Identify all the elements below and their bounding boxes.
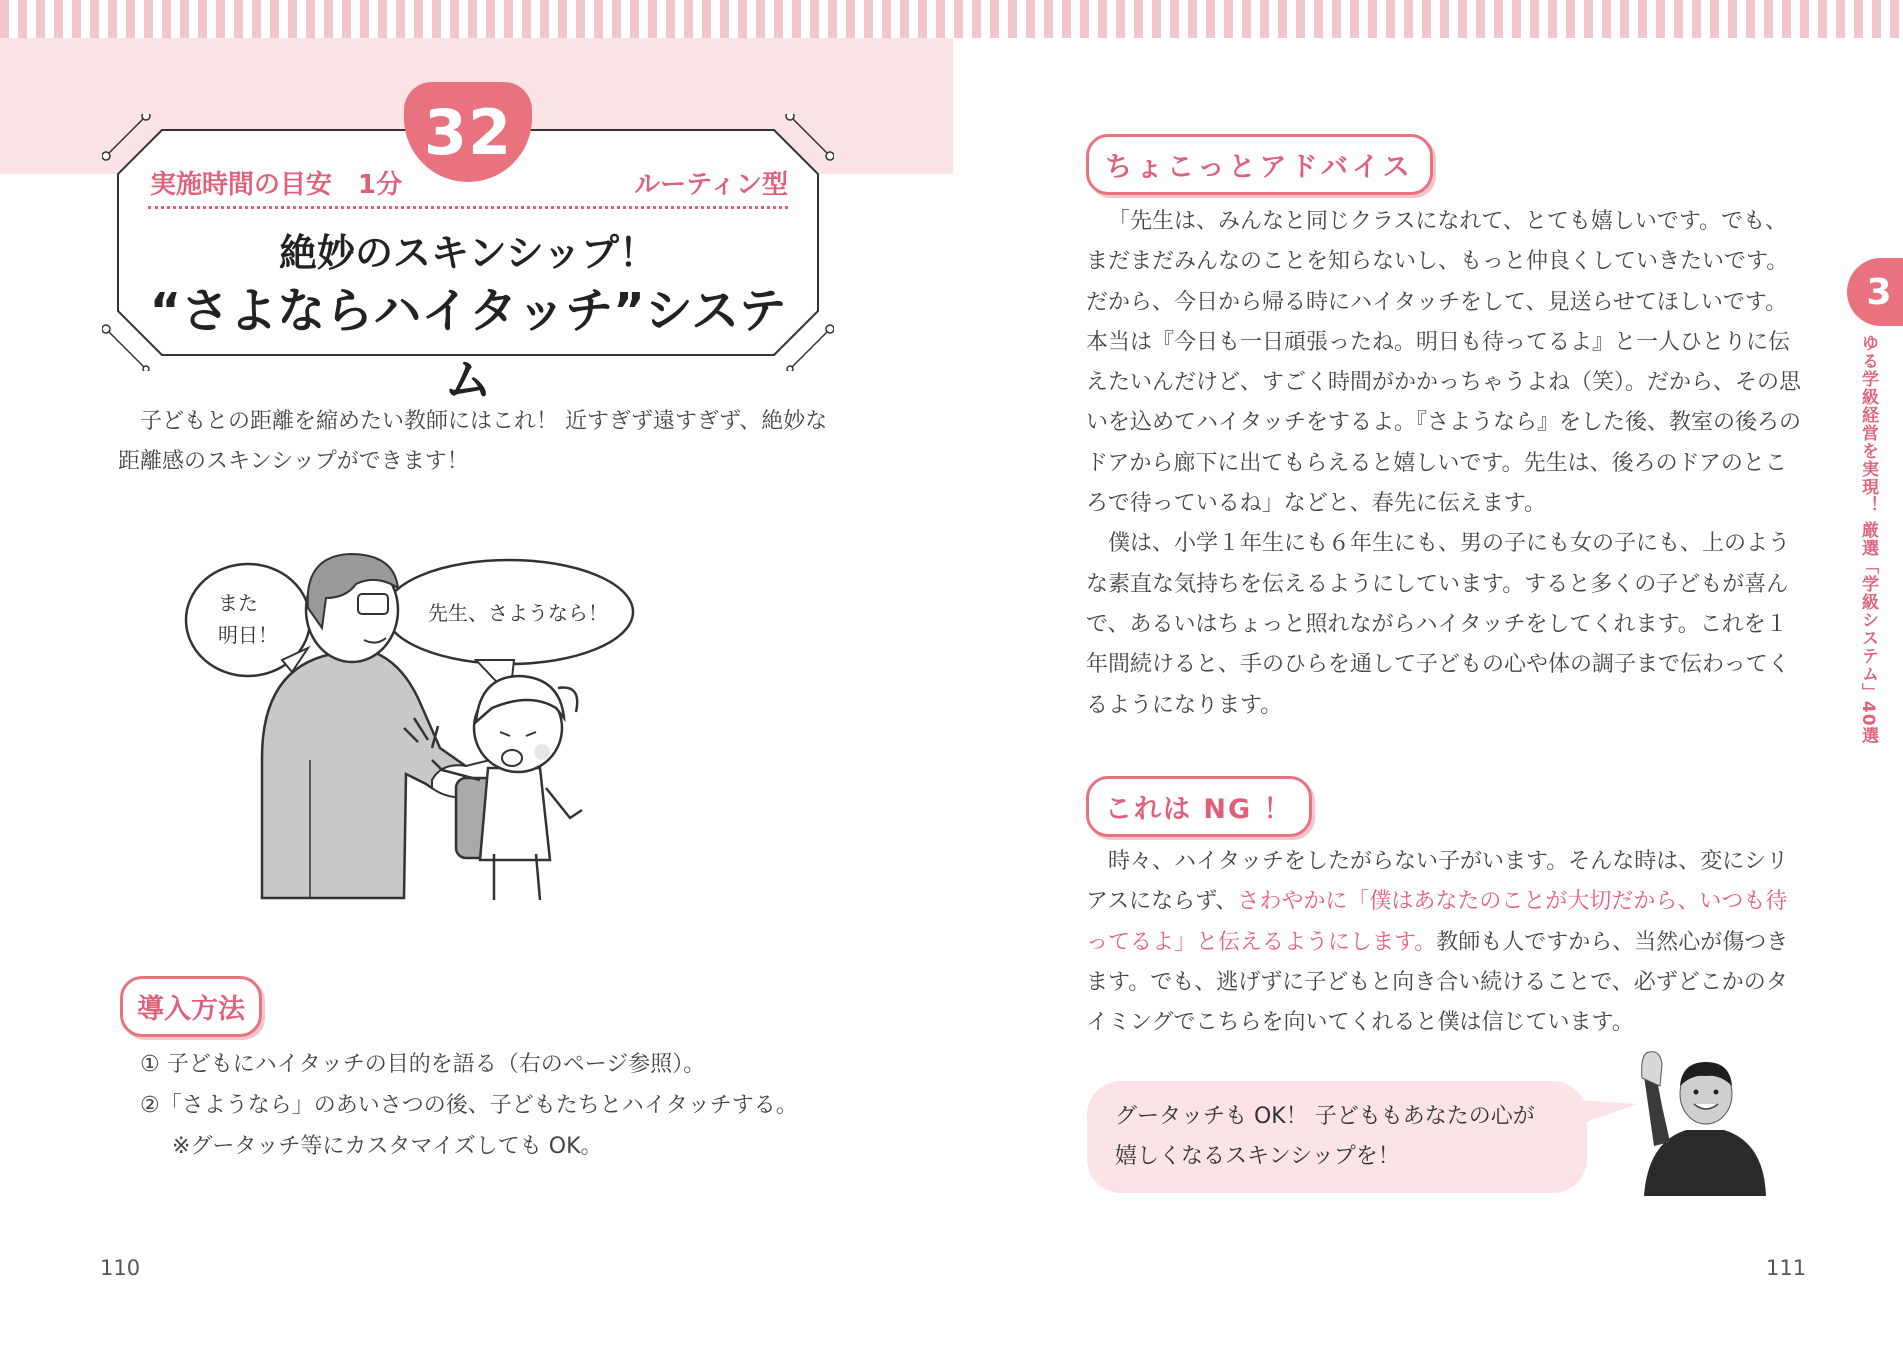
method-list (140, 1044, 798, 1167)
advice-paragraph-2: 僕は、小学１年生にも６年生にも、男の子にも女の子にも、上のような素直な気持ちを伝えるようにしています。すると多くの子どもが喜んで、あるいはちょっと照れながらハイタッチをしてくれます。これを１年間続けると、手のひらを通して子どもの心や体の調子まで伝わってくるようになります。 (1086, 531, 1791, 718)
ng-section (1086, 842, 1802, 1043)
advice-heading: ちょこっとアドバイス (1086, 134, 1433, 195)
high-five-illustration (180, 548, 740, 900)
advice-paragraph-1: 「先生は、みんなと同じクラスになれて、とても嬉しいです。でも、まだまだみんなのことを知らないし、もっと仲良くしていきたいです。だから、今日から帰る時にハイタッチをして、見送らせてほしいです。本当は『今日も一日頑張ったね。明日も待ってるよ』と一人ひとりに伝えたいんだけど、すごく時間がかかっちゃうよね（笑）。だから、その思いを込めてハイタッチをするよ。『さようなら』をした後、教室の後ろのドアから廊下に出てもらえると嬉しいです。先生は、後ろのドアのところで待っているね」などと、春先に伝えます。 (1086, 209, 1802, 517)
bubble-line-1: グータッチも OK！ 子どももあなたの心が (1115, 1104, 1535, 1129)
child-speech-text: 先生、さようなら！ (428, 601, 608, 625)
chapter-side-title: ゆる学級経営を実現！ 厳選「学級システム」40選 (1858, 334, 1878, 745)
page-number-left: 110 (100, 1256, 141, 1280)
child-speech-bubble (385, 560, 633, 696)
type-label: ルーティン型 (634, 170, 788, 200)
advice-section (1086, 202, 1802, 726)
author-photo (1640, 1046, 1770, 1196)
episode-number-badge: 32 (404, 82, 532, 182)
title-line-2: “さよならハイタッチ”システム (149, 283, 787, 408)
ng-paragraph (1086, 842, 1802, 1043)
method-note: ※グータッチ等にカスタマイズしても OK。 (172, 1134, 603, 1159)
teacher-speech-bubble (186, 564, 310, 676)
teacher-speech-line-1: また (218, 591, 258, 615)
top-stripe-border (0, 0, 1903, 38)
page-number-right: 111 (1766, 1256, 1807, 1280)
method-item-2: ②「さようなら」のあいさつの後、子どもたちとハイタッチする。 (140, 1093, 798, 1118)
ng-text-after: 教師も人ですから、当然心が傷つきます。でも、逃げずに子どもと向き合い続けることで、必ずどこかのタイミングでこちらを向いてくれると僕は信じています。 (1086, 929, 1789, 1036)
title-line-1: 絶妙のスキンシップ！ (279, 231, 657, 275)
bubble-line-2: 嬉しくなるスキンシップを！ (1115, 1144, 1400, 1169)
time-estimate-label: 実施時間の目安 1分 (150, 170, 403, 200)
intro-paragraph: 子どもとの距離を縮めたい教師にはこれ！ 近すぎず遠すぎず、絶妙な距離感のスキンシップができます！ (118, 409, 828, 474)
method-heading: 導入方法 (120, 976, 262, 1037)
chapter-tab: 3 (1847, 258, 1903, 326)
dotted-divider (148, 206, 788, 209)
bubble-tail (1580, 1096, 1640, 1126)
teacher-speech-line-2: 明日！ (218, 623, 278, 647)
author-speech-bubble (1087, 1081, 1587, 1193)
ng-text-before: 時々、ハイタッチをしたがらない子がいます。そんな時は、変にシリアスにならず、 (1086, 849, 1789, 915)
ng-highlight: さわやかに「僕はあなたのことが大切だから、いつも待ってるよ」と伝えるようにします。 (1086, 889, 1788, 955)
method-item-1: ① 子どもにハイタッチの目的を語る（右のページ参照）。 (140, 1052, 706, 1077)
ng-heading: これは NG ！ (1086, 776, 1312, 837)
